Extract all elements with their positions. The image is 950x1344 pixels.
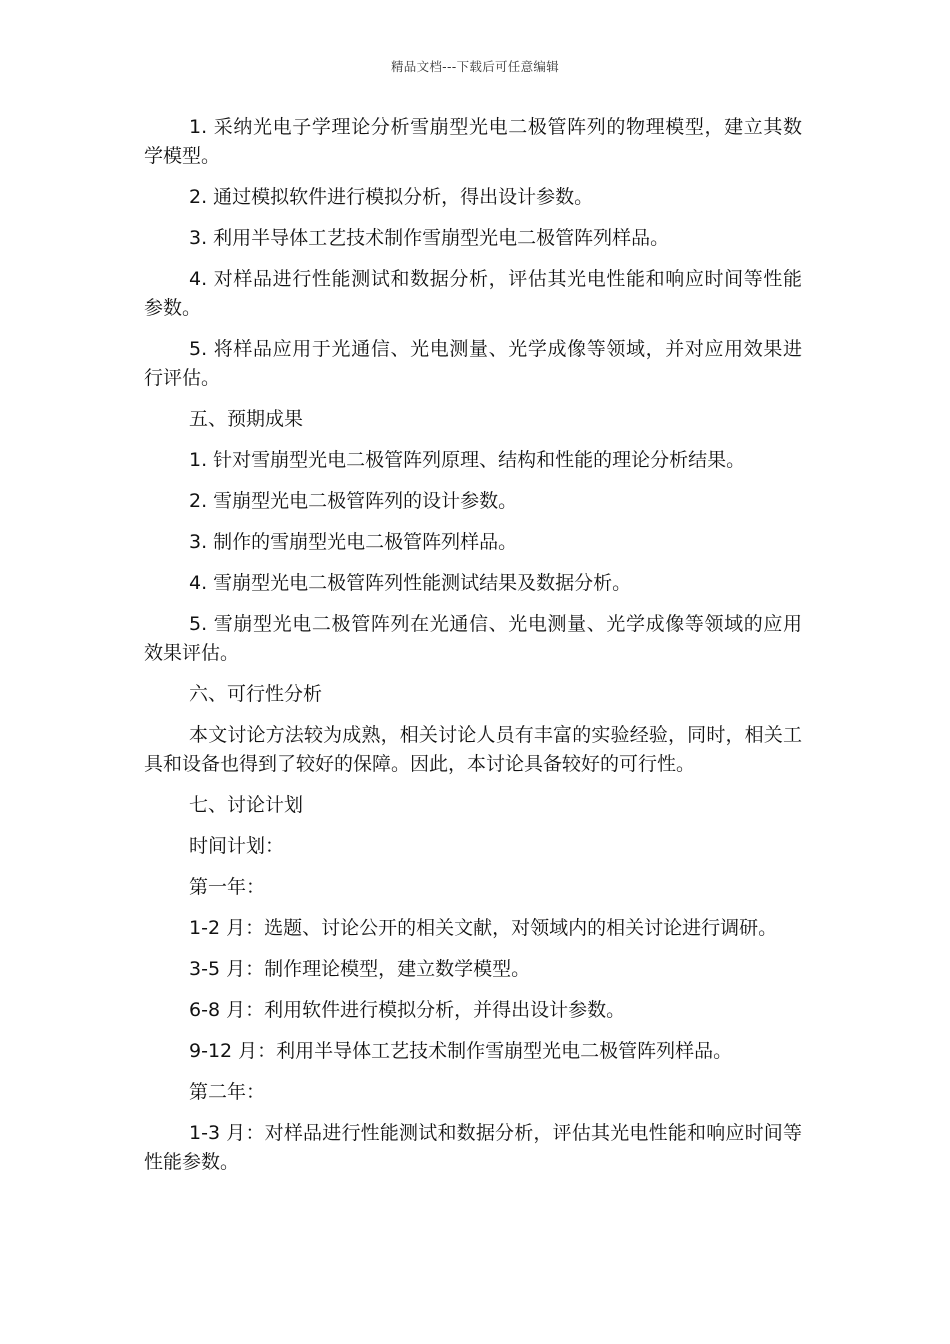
year-one-label: 第一年： — [189, 876, 266, 898]
page-header: 精品文档---下载后可任意编辑 — [390, 59, 560, 74]
result-item-1: 1. 针对雪崩型光电二极管阵列原理、结构和性能的理论分析结果。 — [189, 449, 746, 471]
schedule-item: 9-12 月：利用半导体工艺技术制作雪崩型光电二极管阵列样品。 — [189, 1040, 733, 1062]
result-item-3: 3. 制作的雪崩型光电二极管阵列样品。 — [189, 531, 518, 553]
schedule-item: 1-3 月：对样品进行性能测试和数据分析，评估其光电性能和响应时间等性能参数。 — [144, 1122, 802, 1173]
section-heading-feasibility: 六、可行性分析 — [189, 683, 323, 705]
year-two-label: 第二年： — [189, 1081, 266, 1103]
schedule-item: 3-5 月：制作理论模型，建立数学模型。 — [189, 958, 531, 980]
section-heading-plan: 七、讨论计划 — [189, 794, 304, 816]
schedule-item: 1-2 月：选题、讨论公开的相关文献，对领域内的相关讨论进行调研。 — [189, 917, 778, 939]
section-heading-expected-results: 五、预期成果 — [189, 408, 304, 430]
method-item-2: 2. 通过模拟软件进行模拟分析，得出设计参数。 — [189, 186, 594, 208]
result-item-4: 4. 雪崩型光电二极管阵列性能测试结果及数据分析。 — [189, 572, 632, 594]
method-item-3: 3. 利用半导体工艺技术制作雪崩型光电二极管阵列样品。 — [189, 227, 670, 249]
schedule-label: 时间计划： — [189, 835, 285, 857]
method-item-5: 5. 将样品应用于光通信、光电测量、光学成像等领域，并对应用效果进行评估。 — [144, 338, 802, 389]
document-body — [144, 113, 802, 1189]
method-item-1: 1. 采纳光电子学理论分析雪崩型光电二极管阵列的物理模型，建立其数学模型。 — [144, 116, 802, 167]
method-item-4: 4. 对样品进行性能测试和数据分析，评估其光电性能和响应时间等性能参数。 — [144, 268, 802, 319]
schedule-item: 6-8 月：利用软件进行模拟分析，并得出设计参数。 — [189, 999, 626, 1021]
result-item-5: 5. 雪崩型光电二极管阵列在光通信、光电测量、光学成像等领域的应用效果评估。 — [144, 613, 802, 664]
result-item-2: 2. 雪崩型光电二极管阵列的设计参数。 — [189, 490, 518, 512]
feasibility-paragraph: 本文讨论方法较为成熟，相关讨论人员有丰富的实验经验，同时，相关工具和设备也得到了较好的保障。因此，本讨论具备较好的可行性。 — [144, 724, 802, 775]
